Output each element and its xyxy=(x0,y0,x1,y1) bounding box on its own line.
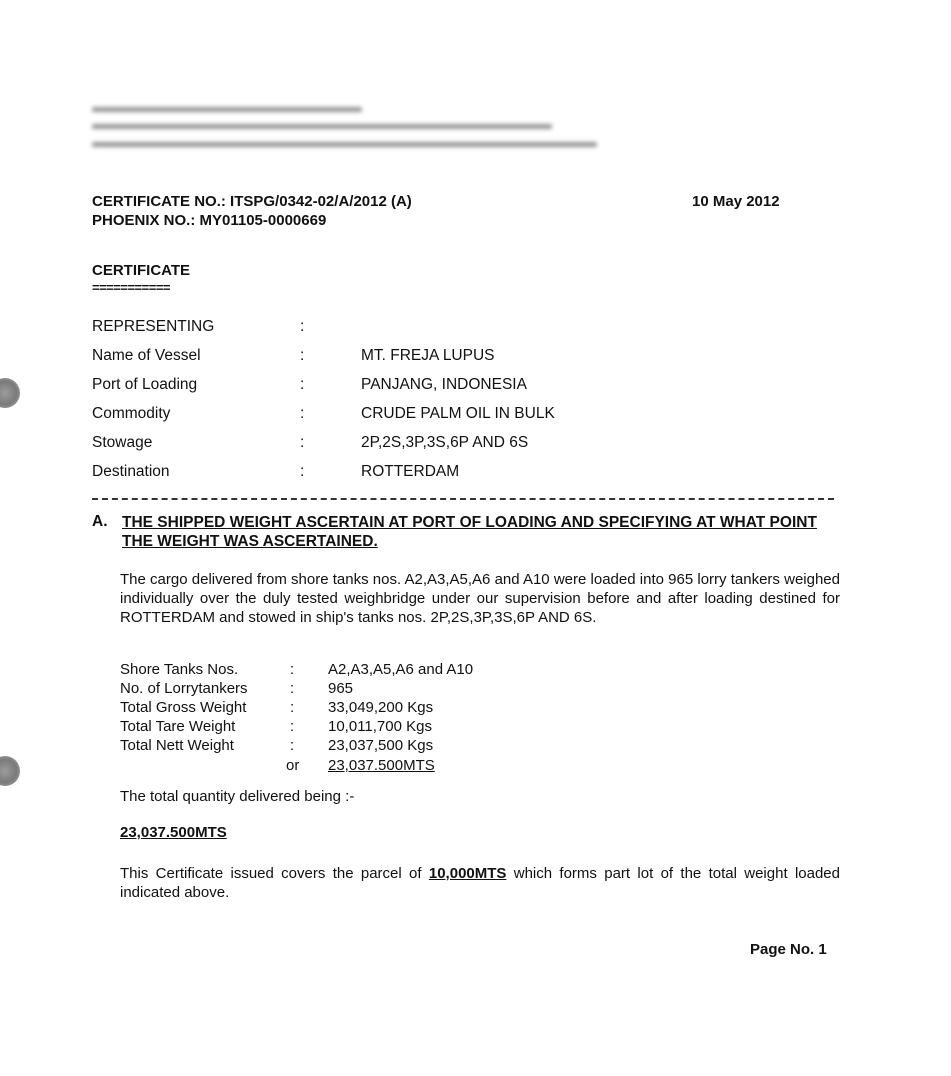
weight-value: 23,037,500 Kgs xyxy=(328,737,434,754)
parcel-amount: 10,000MTS xyxy=(428,865,507,882)
section-letter: A. xyxy=(92,513,108,530)
redacted-letterhead xyxy=(90,98,610,158)
weight-value: A2,A3,A5,A6 and A10 xyxy=(328,661,474,678)
field-label: Commodity xyxy=(92,405,171,422)
field-colon: : xyxy=(300,434,305,451)
weight-label: Total Tare Weight xyxy=(120,718,236,735)
weight-colon: : xyxy=(290,699,295,716)
weight-label: Total Nett Weight xyxy=(120,737,234,754)
weight-colon: : xyxy=(290,718,295,735)
weight-value: 10,011,700 Kgs xyxy=(328,718,432,735)
field-label: Stowage xyxy=(92,434,153,451)
or-label: or xyxy=(286,757,300,774)
weight-label: Shore Tanks Nos. xyxy=(120,661,239,678)
weight-value: 965 xyxy=(328,680,354,697)
field-label: Destination xyxy=(92,463,170,480)
phoenix-number: PHOENIX NO.: MY01105-0000669 xyxy=(92,212,327,229)
field-colon: : xyxy=(300,347,305,364)
cargo-paragraph: The cargo delivered from shore tanks nos. A2,A3,A5,A6 and A10 were loaded into 965 lorry tankers weighed individually over the duly tested weighbridge under our supervision before and after loading destined for ROTTERDAM and stowed in ship's tanks nos. 2P,2S,3P,3S,6P AND 6S. xyxy=(120,571,840,626)
title-underline: =========== xyxy=(92,280,171,295)
weight-value: 33,049,200 Kgs xyxy=(328,699,434,716)
weight-label: Total Gross Weight xyxy=(120,699,247,716)
weight-colon: : xyxy=(290,661,295,678)
certificate-number: CERTIFICATE NO.: ITSPG/0342-02/A/2012 (A) xyxy=(92,193,412,210)
issue-date: 10 May 2012 xyxy=(692,193,780,210)
weight-colon: : xyxy=(290,680,295,697)
field-colon: : xyxy=(300,318,305,335)
field-colon: : xyxy=(300,405,305,422)
field-value: 2P,2S,3P,3S,6P AND 6S xyxy=(361,434,529,451)
field-value: MT. FREJA LUPUS xyxy=(361,347,495,364)
document-title: CERTIFICATE xyxy=(92,262,191,279)
parcel-paragraph xyxy=(120,864,840,902)
weight-colon: : xyxy=(290,737,295,754)
punch-hole-bottom xyxy=(0,756,20,786)
field-colon: : xyxy=(300,376,305,393)
field-value: CRUDE PALM OIL IN BULK xyxy=(361,405,555,422)
field-colon: : xyxy=(300,463,305,480)
field-label: Port of Loading xyxy=(92,376,198,393)
total-quantity: 23,037.500MTS xyxy=(120,824,227,841)
field-value: ROTTERDAM xyxy=(361,463,460,480)
field-label: Name of Vessel xyxy=(92,347,201,364)
parcel-text-pre: This Certificate issued covers the parcel of xyxy=(120,865,429,882)
parcel-text-post: which forms part lot of the total weight loaded indicated above. xyxy=(120,865,840,901)
page-number: Page No. 1 xyxy=(750,941,827,958)
nett-weight-mts: 23,037.500MTS xyxy=(328,757,435,774)
section-title: THE SHIPPED WEIGHT ASCERTAIN AT PORT OF LOADING AND SPECIFYING AT WHAT POINT THE WEIGHT WAS ASCERTAINED. xyxy=(122,514,817,550)
weight-label: No. of Lorrytankers xyxy=(120,680,248,697)
section-divider xyxy=(92,498,834,500)
field-value: PANJANG, INDONESIA xyxy=(361,376,527,393)
total-intro: The total quantity delivered being :- xyxy=(120,788,355,805)
punch-hole-top xyxy=(0,378,20,408)
field-label: REPRESENTING xyxy=(92,318,215,335)
